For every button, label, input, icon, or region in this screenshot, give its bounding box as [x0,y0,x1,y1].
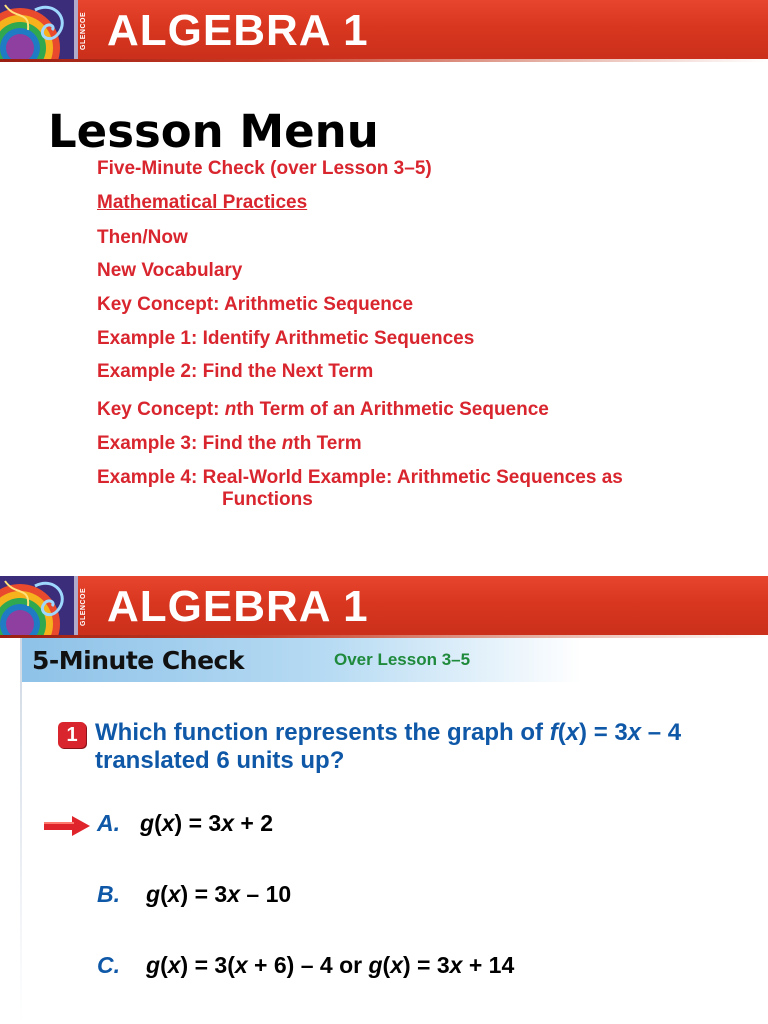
menu-item-new-vocabulary[interactable]: New Vocabulary [97,260,243,281]
check-title: 5-Minute Check [32,646,244,675]
menu-item-example-2[interactable]: Example 2: Find the Next Term [97,361,374,382]
header-banner [0,0,768,62]
brand-label: GLENCOE [80,11,87,51]
question-number-badge: 1 [58,722,86,748]
swirl-logo-icon [0,0,78,62]
menu-item-example-1[interactable]: Example 1: Identify Arithmetic Sequences [97,328,475,349]
brand-label: GLENCOE [80,587,87,627]
answer-option-b[interactable]: B. g(x) = 3x – 10 [97,881,292,907]
option-letter: B. [97,881,120,907]
menu-item-mathematical-practices[interactable]: Mathematical Practices [97,192,308,213]
menu-item-key-concept-arithmetic-sequence[interactable]: Key Concept: Arithmetic Sequence [97,294,414,315]
slide-left-border [20,638,22,1024]
menu-item-key-concept-nth-term[interactable]: Key Concept: nth Term of an Arithmetic Sequence [97,399,549,420]
menu-item-then-now[interactable]: Then/Now [97,227,188,248]
option-letter: C. [97,952,120,978]
check-header-bar [22,638,582,682]
swirl-logo-icon [0,576,78,638]
header-banner-2 [0,576,768,638]
option-letter: A. [97,810,120,836]
menu-item-example-3[interactable]: Example 3: Find the nth Term [97,433,362,454]
menu-item-example-4[interactable]: Example 4: Real-World Example: Arithmetic Sequences as Functions [97,467,623,510]
banner-divider [0,59,768,62]
check-over-lesson: Over Lesson 3–5 [334,650,471,669]
answer-option-a[interactable]: A. g(x) = 3x + 2 [97,810,274,836]
question-text: Which function represents the graph of f(x) = 3x – 4 translated 6 units up? [95,719,682,774]
menu-item-five-minute-check[interactable]: Five-Minute Check (over Lesson 3–5) [97,158,432,179]
page-title: Lesson Menu [48,105,379,158]
course-title: ALGEBRA 1 [107,582,369,631]
course-title: ALGEBRA 1 [107,6,369,55]
answer-option-c[interactable]: C. g(x) = 3(x + 6) – 4 or g(x) = 3x + 14 [97,952,515,978]
correct-answer-arrow-icon [44,816,90,836]
